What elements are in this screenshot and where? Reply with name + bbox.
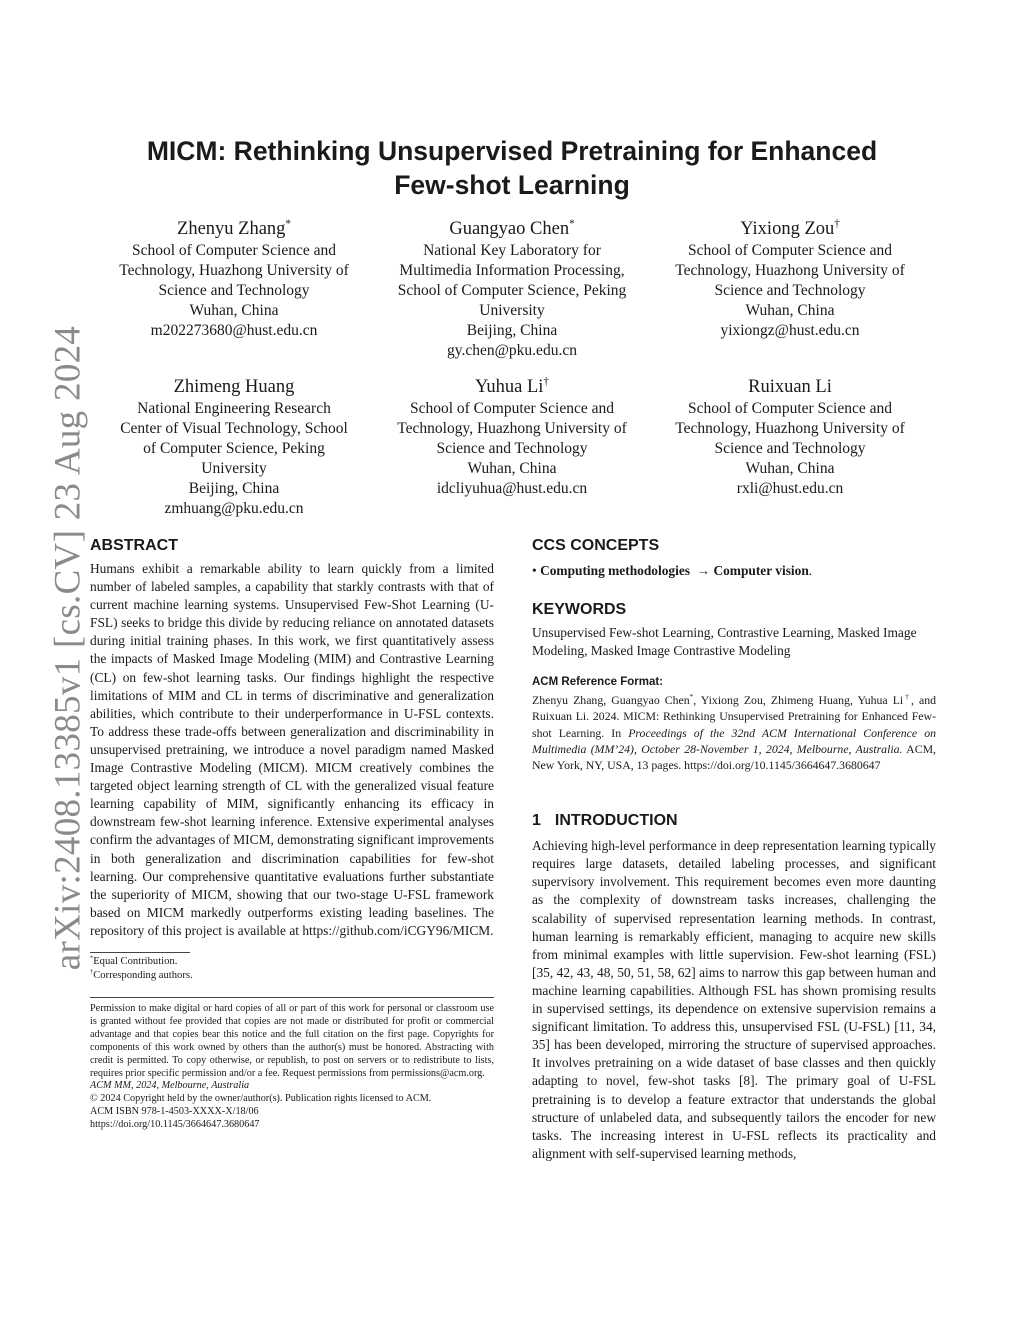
author-affiliation-line: School of Computer Science and [687,242,893,259]
ccs-concept: • Computing methodologies → Computer vision. [532,563,813,578]
author-email[interactable]: gy.chen@pku.edu.cn [447,342,577,359]
author-email[interactable]: yixiongz@hust.edu.cn [720,322,860,339]
arxiv-stamp: arXiv:2408.13385v1 [cs.CV] 23 Aug 2024 [47,325,89,971]
author-affiliation-line: Science and Technology [436,440,588,457]
author-affiliation-line: Technology, Huazhong University of [397,420,627,437]
author-affiliation-line: School of Computer Science and [409,400,615,417]
author-affiliation-line: University [201,460,267,477]
author-email[interactable]: idcliyuhua@hust.edu.cn [436,480,588,497]
abstract-heading: ABSTRACT [90,537,178,554]
author-affiliation-line: School of Computer Science and [687,400,893,417]
introduction-body: Achieving high-level performance in deep representation learning typically requires large datasets, detailed labeling processes, and significant supervisory involvement. This requirement becomes even more daunting as the complexity of downstream tasks increases, challenging the scalability of supervised representation learning methods. In contrast, human learning is remarkably efficient, managing to acquire new skills from minimal examples with little supervision. Few-shot learning (FSL) [35, 42, 43, 48, 50, 51, 58, 62] aims to narrow this gap between human and machine learning capabilities. Although FSL has shown promising results in supervised settings, its dependence on extensive supervision remains a significant limitation. To address this, unsupervised FSL (U-FSL) [11, 34, 35] has been developed, mirroring the structure of supervised approaches. It involves pretraining on a wide dataset of base classes and then quickly adapting to novel, few-shot tasks [8]. The primary goal of U-FSL pretraining is to develop a feature extractor that understands the global structure of unlabeled data, and subsequently tailors the encoder for new tasks. The increasing interest in U-FSL reflects its practicality and alignment with self-supervised learning methods, [532,838,936,1161]
author-email[interactable]: m202273680@hust.edu.cn [150,322,318,339]
author-affiliation-line: University [479,302,545,319]
author-mark: * [285,217,291,230]
author-affiliation-line: National Key Laboratory for [423,242,601,259]
footnote-divider [90,952,193,983]
author-affiliation-line: Science and Technology [158,282,310,299]
author-mark: † [543,375,549,388]
isbn-line: ACM ISBN 978-1-4503-XXXX-X/18/06 [90,1106,259,1118]
author-affiliation-line: Multimedia Information Processing, [399,262,625,279]
author-affiliation-line: National Engineering Research [137,400,331,417]
author-affiliation-line: Technology, Huazhong University of [675,420,905,437]
venue-line: ACM MM, 2024, Melbourne, Australia [90,1080,250,1092]
ccs-heading: CCS CONCEPTS [532,537,660,554]
author-affiliation-line: Science and Technology [714,282,866,299]
keywords-body: Unsupervised Few-shot Learning, Contrastive Learning, Masked Image Modeling, Masked Image Contrastive Modeling [532,625,917,659]
introduction-heading: 1 INTRODUCTION [532,812,678,830]
reference-format-body: Zhenyu Zhang, Guangyao Chen*, Yixiong Zou, Zhimeng Huang, Yuhua Li†, and Ruixuan Li. 2024. MICM: Rethinking Unsupervised Pretraining for Enhanced Few-shot Learning. In Proceedings of the 32nd ACM International Conference on Multimedia (MM’24), October 28-November 1, 2024, Melbourne, Australia. ACM, New York, NY, USA, 13 pages. https://doi.org/10.1145/3664647.3680647 [532,693,937,772]
permission-block [90,997,494,1132]
author-affiliation-line: School of Computer Science and [131,242,337,259]
paper-title [90,134,934,202]
author-affiliation-line: Technology, Huazhong University of [675,262,905,279]
left-column [90,536,494,1132]
author-mark: † [834,217,840,230]
author-card [100,375,368,519]
author-card [378,217,646,361]
author-location: Beijing, China [188,480,280,497]
author-name: Yuhua Li† [475,375,549,397]
author-mark: * [569,217,575,230]
reference-format-heading: ACM Reference Format: [532,676,663,689]
author-affiliation-line: Center of Visual Technology, School [120,420,348,437]
author-card [656,217,924,361]
author-email[interactable]: rxli@hust.edu.cn [736,480,844,497]
author-name: Zhenyu Zhang* [177,217,291,239]
footnote-corresponding: †Corresponding authors. [90,968,193,981]
author-affiliation-line: School of Computer Science, Peking [397,282,627,299]
author-card [656,375,924,519]
author-affiliation-line: Technology, Huazhong University of [119,262,349,279]
title-line-2: Few-shot Learning [394,170,630,200]
author-affiliation-line: Science and Technology [714,440,866,457]
author-location: Beijing, China [466,322,558,339]
author-location: Wuhan, China [189,302,279,319]
author-affiliation-line: of Computer Science, Peking [143,440,325,457]
keywords-heading: KEYWORDS [532,601,627,618]
abstract-body: Humans exhibit a remarkable ability to learn quickly from a limited number of labeled samples, a capability that starkly contrasts with that of current machine learning systems. Unsupervised Few-Shot Learning (U-FSL) seeks to bridge this divide by reducing reliance on annotated datasets during initial training phases. In this work, we first quantitatively assess the impacts of Masked Image Modeling (MIM) and Contrastive Learning (CL) on few-shot learning tasks. Our findings highlight the respective limitations of MIM and CL in terms of discriminative and generalization abilities, which contribute to their underperformance in U-FSL contexts. To address these trade-offs between generalization and discriminability in unsupervised pretraining, we introduce a novel paradigm named Masked Image Contrastive Modeling (MICM). MICM creatively combines the targeted object learning strength of CL with the generalized visual feature learning capability of MIM, significantly enhancing its efficacy in downstream few-shot learning inference. Extensive experimental analyses confirm the advantages of MICM, demonstrating significant improvements in both generalization and discrimination capabilities for few-shot learning. Our comprehensive quantitative evaluations further substantiate the superiority of MICM, showing that our two-stage U-FSL framework based on MICM markedly outperforms existing leading baselines. The repository of this project is available at https://github.com/iCGY96/MICM. [90,561,494,938]
author-name: Guangyao Chen* [449,217,575,239]
title-line-1: MICM: Rethinking Unsupervised Pretraining for Enhanced [146,136,878,166]
right-column [532,536,936,1163]
permission-text: Permission to make digital or hard copies of all or part of this work for personal or classroom use is granted without fee provided that copies are not made or distributed for profit or commercial advantage and that copies bear this notice and the full citation on the first page. Copyrights for components of this work owned by others than the author(s) must be honored. Abstracting with credit is permitted. To copy otherwise, or republish, to post on servers or to redistribute to lists, requires prior specific permission and/or a fee. Request permissions from permissions@acm.org. [90,1002,494,1079]
author-email[interactable]: zmhuang@pku.edu.cn [164,500,304,517]
doi-link[interactable]: https://doi.org/10.1145/3664647.3680647 [90,1119,260,1131]
author-card [100,217,368,361]
author-name: Zhimeng Huang [173,377,295,397]
author-name: Yixiong Zou† [740,217,840,239]
author-location: Wuhan, China [467,460,557,477]
copyright-line: © 2024 Copyright held by the owner/author(s). Publication rights licensed to ACM. [90,1093,432,1105]
footnote-equal: *Equal Contribution. [90,954,178,967]
author-name: Ruixuan Li [748,377,832,397]
author-location: Wuhan, China [745,460,835,477]
author-location: Wuhan, China [745,302,835,319]
author-block [100,217,924,519]
arrow-icon: → [696,563,711,578]
author-card [378,375,646,519]
